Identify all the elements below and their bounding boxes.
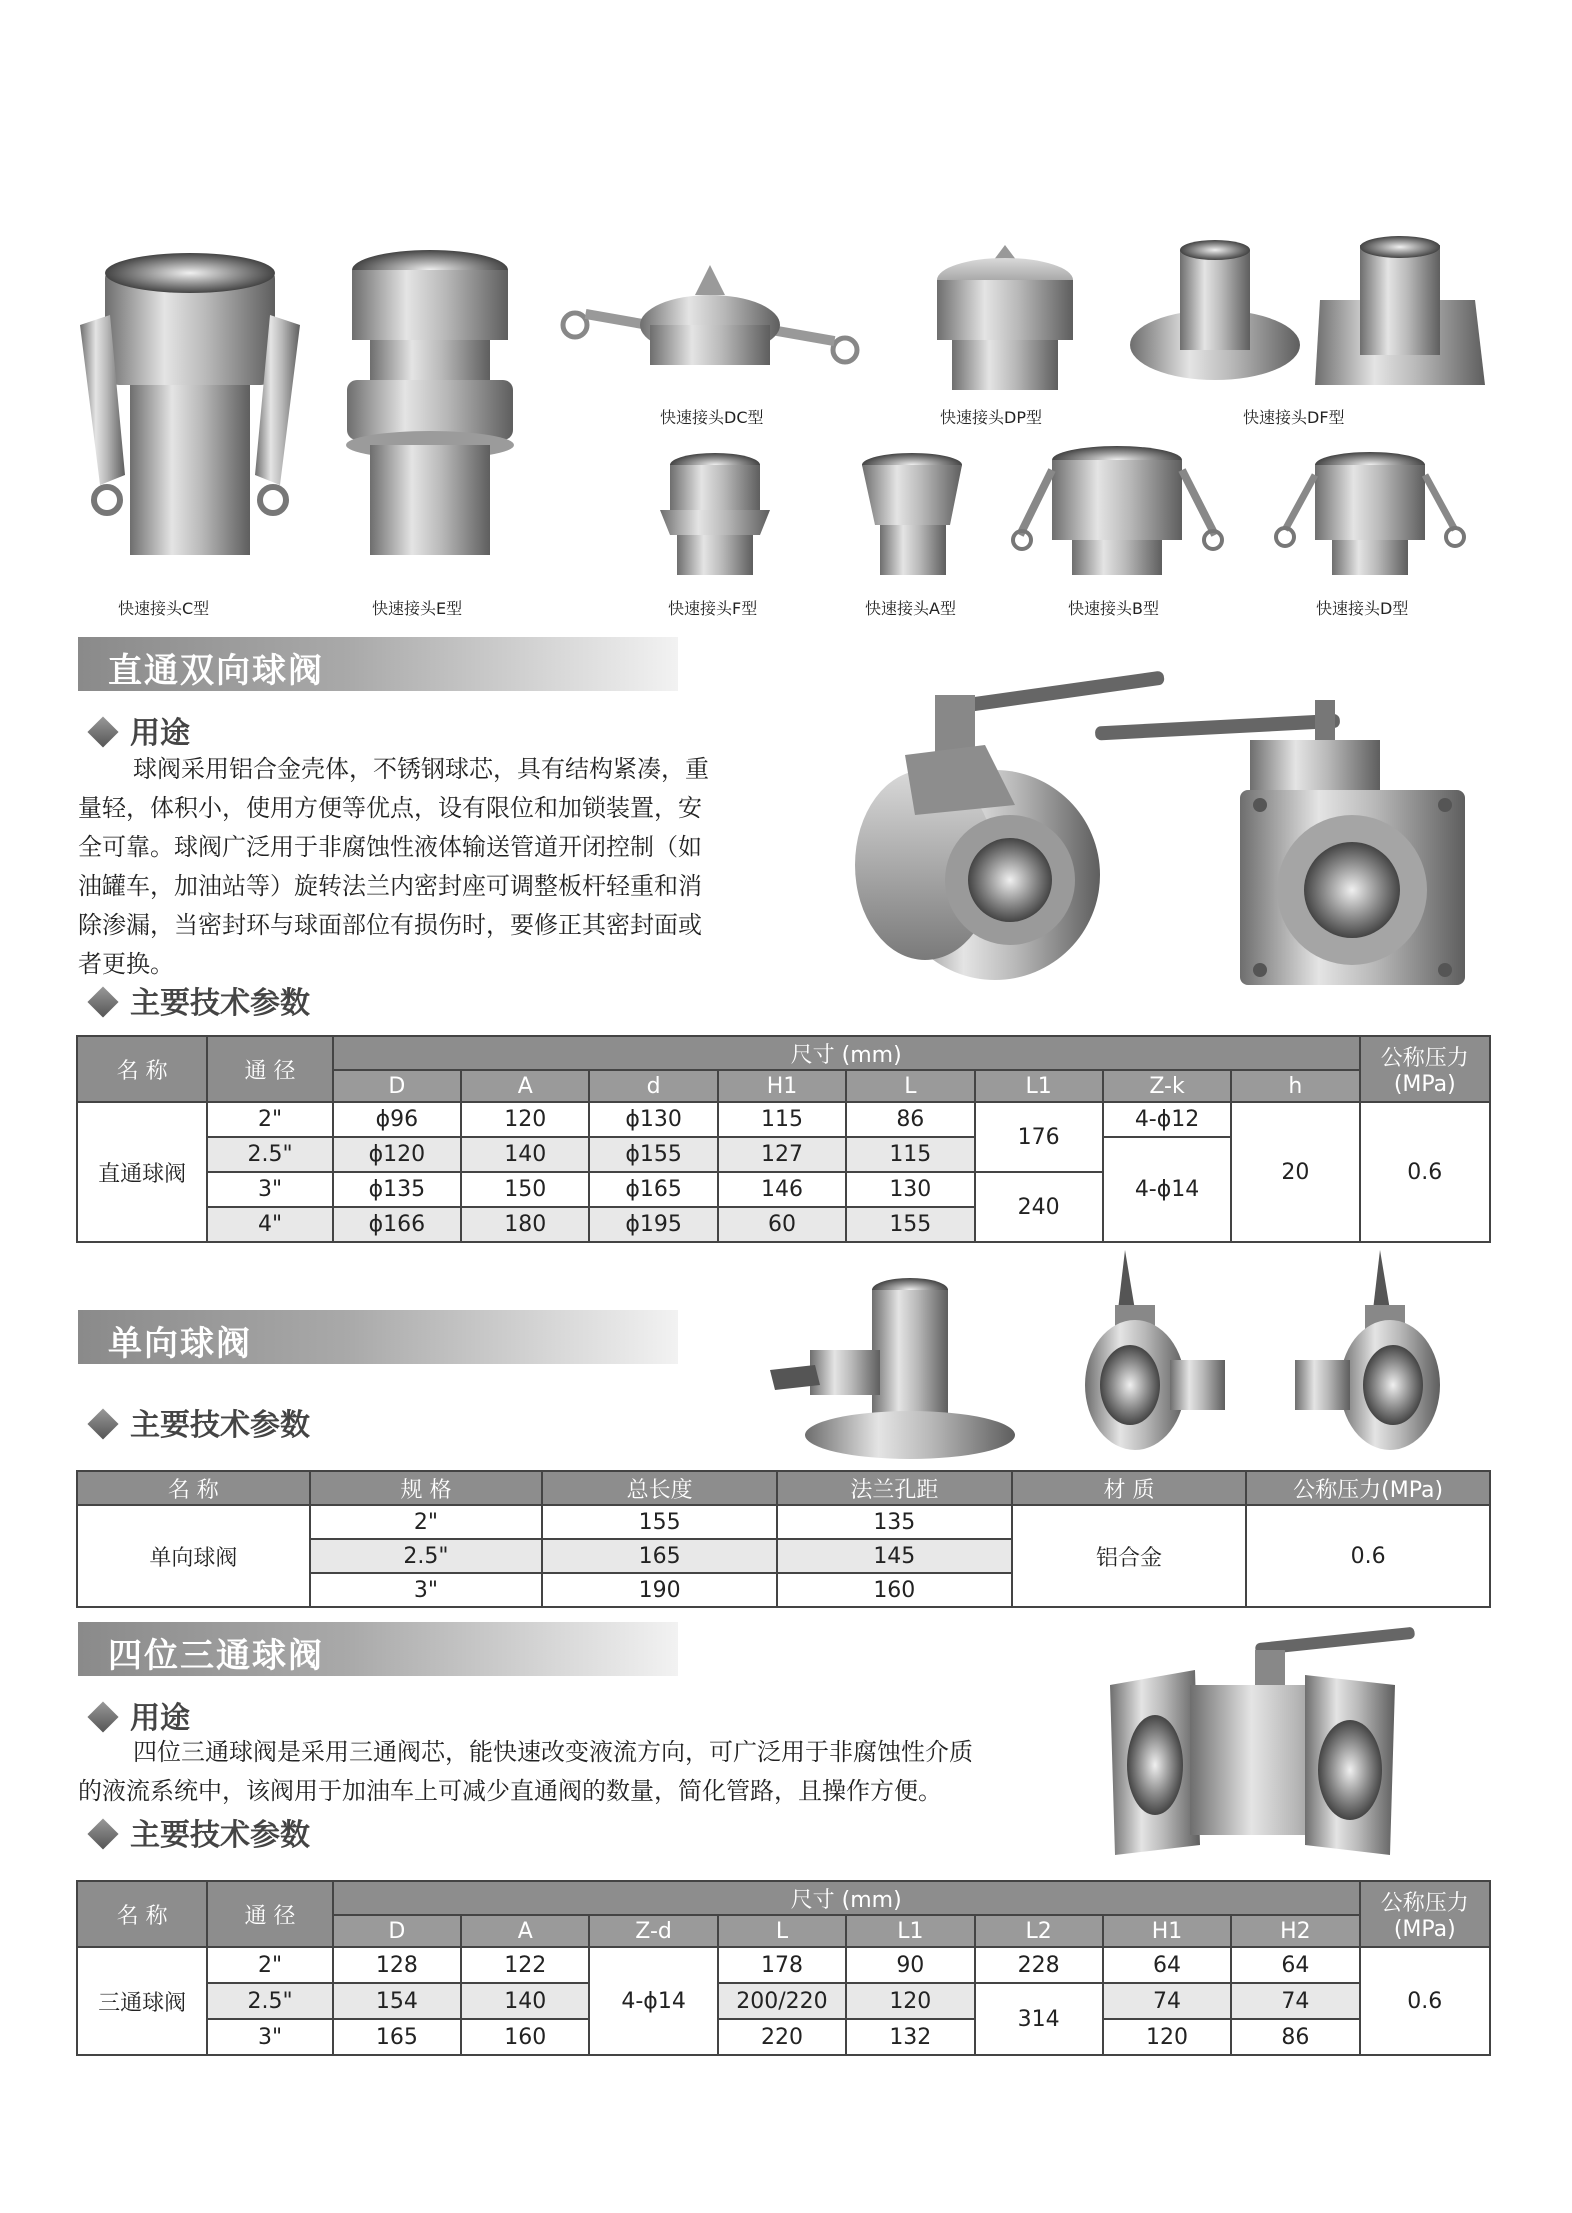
cell: 90 xyxy=(846,1947,974,1983)
cell: 2" xyxy=(207,1102,332,1137)
col-header-pressure: 公称压力 (MPa) xyxy=(1360,1881,1490,1947)
cell: 2" xyxy=(207,1947,332,1983)
cell: 200/220 xyxy=(718,1983,846,2019)
diamond-icon xyxy=(87,986,118,1017)
col-header-pitch: 法兰孔距 xyxy=(777,1471,1012,1505)
cell: 190 xyxy=(542,1573,777,1607)
cell: ϕ195 xyxy=(589,1207,717,1242)
cell: ϕ135 xyxy=(333,1172,461,1207)
cell: ϕ166 xyxy=(333,1207,461,1242)
cell: 155 xyxy=(846,1207,974,1242)
cell: 2.5" xyxy=(207,1983,332,2019)
cell: 3" xyxy=(310,1573,543,1607)
cell: 2.5" xyxy=(207,1137,332,1172)
cell: 146 xyxy=(718,1172,846,1207)
row-name: 直通球阀 xyxy=(77,1102,207,1242)
col-header-D: D xyxy=(333,1915,461,1947)
three-way-valve-spec-table xyxy=(76,1880,1491,2056)
cell: 0.6 xyxy=(1360,1102,1490,1242)
cell: 20 xyxy=(1231,1102,1359,1242)
table-row xyxy=(77,1102,1490,1137)
usage-heading: 用途 xyxy=(84,1693,190,1737)
col-header-L1: L1 xyxy=(846,1915,974,1947)
coupler-dc-caption: 快速接头DC型 xyxy=(660,408,764,427)
params-heading: 主要技术参数 xyxy=(84,1810,310,1854)
col-header-name: 名 称 xyxy=(77,1881,207,1947)
cell: 115 xyxy=(846,1137,974,1172)
col-header-H1: H1 xyxy=(1103,1915,1231,1947)
table-row xyxy=(77,1983,1490,2019)
one-way-valve-spec-table xyxy=(76,1470,1491,1608)
col-header-D: D xyxy=(333,1070,461,1102)
col-header-pressure: 公称压力 (MPa) xyxy=(1360,1036,1490,1102)
cell: ϕ120 xyxy=(333,1137,461,1172)
cell: 160 xyxy=(777,1573,1012,1607)
col-header-L2: L2 xyxy=(975,1915,1103,1947)
diamond-icon xyxy=(87,1818,118,1849)
col-header-A: A xyxy=(461,1915,589,1947)
cell: 122 xyxy=(461,1947,589,1983)
col-header-Zk: Z-k xyxy=(1103,1070,1231,1102)
col-header-A: A xyxy=(461,1070,589,1102)
straight-ball-valve-image-2 xyxy=(1090,700,1470,990)
col-header-L: L xyxy=(718,1915,846,1947)
col-header-material: 材 质 xyxy=(1012,1471,1247,1505)
params-heading: 主要技术参数 xyxy=(84,978,310,1022)
col-header-name: 名 称 xyxy=(77,1036,207,1102)
col-header-L1: L1 xyxy=(975,1070,1103,1102)
section-title: 直通双向球阀 xyxy=(108,651,324,691)
col-header-length: 总长度 xyxy=(542,1471,777,1505)
col-header-spec: 规 格 xyxy=(310,1471,543,1505)
coupler-a-image xyxy=(850,450,975,580)
cell: 176 xyxy=(975,1102,1103,1172)
col-header-size: 尺寸 (mm) xyxy=(333,1881,1360,1915)
cell: 145 xyxy=(777,1539,1012,1573)
col-header-d: d xyxy=(589,1070,717,1102)
col-header-L: L xyxy=(846,1070,974,1102)
cell: 74 xyxy=(1231,1983,1359,2019)
cell: 4-ϕ12 xyxy=(1103,1102,1231,1137)
col-header-pressure: 公称压力(MPa) xyxy=(1246,1471,1490,1505)
cell: 0.6 xyxy=(1246,1505,1490,1607)
coupler-d-image xyxy=(1270,445,1470,580)
cell: 铝合金 xyxy=(1012,1505,1247,1607)
col-header-dn: 通 径 xyxy=(207,1881,332,1947)
coupler-d-caption: 快速接头D型 xyxy=(1316,599,1409,618)
cell: ϕ155 xyxy=(589,1137,717,1172)
cell: 178 xyxy=(718,1947,846,1983)
row-name: 单向球阀 xyxy=(77,1505,310,1607)
usage-heading: 用途 xyxy=(84,708,190,752)
col-header-h: h xyxy=(1231,1070,1359,1102)
cell: 2" xyxy=(310,1505,543,1539)
cell: 2.5" xyxy=(310,1539,543,1573)
diamond-icon xyxy=(87,1701,118,1732)
cell: 86 xyxy=(846,1102,974,1137)
col-header-Zd: Z-d xyxy=(589,1915,717,1947)
cell: 64 xyxy=(1231,1947,1359,1983)
cell: 120 xyxy=(461,1102,589,1137)
col-header-H2: H2 xyxy=(1231,1915,1359,1947)
diamond-icon xyxy=(87,1408,118,1439)
coupler-c-caption: 快速接头C型 xyxy=(118,599,210,618)
cell: ϕ130 xyxy=(589,1102,717,1137)
col-header-dn: 通 径 xyxy=(207,1036,332,1102)
cell: 4" xyxy=(207,1207,332,1242)
coupler-df-image xyxy=(1120,235,1495,405)
col-header-name: 名 称 xyxy=(77,1471,310,1505)
diamond-icon xyxy=(87,716,118,747)
cell: 228 xyxy=(975,1947,1103,1983)
usage-paragraph: 球阀采用铝合金壳体，不锈钢球芯，具有结构紧凑，重 量轻，体积小，使用方便等优点，设有限位和加锁装置，安 全可靠。球阀广泛用于非腐蚀性液体输送管道开闭控制（如 油罐车，加油站等）旋转法兰内密封座可调整板杆轻重和消 除渗漏，当密封环与球面部位有损伤时，要修正其密封面或 者更换。 xyxy=(78,755,709,978)
cell: 150 xyxy=(461,1172,589,1207)
section-straight-ball-valve-banner xyxy=(78,637,678,691)
section-three-way-ball-valve-banner xyxy=(78,1622,678,1676)
coupler-b-image xyxy=(1010,440,1225,580)
coupler-e-caption: 快速接头E型 xyxy=(372,599,463,618)
cell: 220 xyxy=(718,2019,846,2055)
coupler-f-image xyxy=(655,450,775,580)
one-way-ball-valve-image-3 xyxy=(1285,1250,1445,1460)
cell: 127 xyxy=(718,1137,846,1172)
cell: 140 xyxy=(461,1137,589,1172)
cell: 120 xyxy=(1103,2019,1231,2055)
cell: 132 xyxy=(846,2019,974,2055)
cell: 86 xyxy=(1231,2019,1359,2055)
cell: 64 xyxy=(1103,1947,1231,1983)
col-header-size: 尺寸 (mm) xyxy=(333,1036,1360,1070)
usage-paragraph: 四位三通球阀是采用三通阀芯，能快速改变液流方向，可广泛用于非腐蚀性介质 的液流系统中，该阀用于加油车上可减少直通阀的数量，简化管路，且操作方便。 xyxy=(78,1738,973,1805)
col-header-H1: H1 xyxy=(718,1070,846,1102)
cell: 0.6 xyxy=(1360,1947,1490,2055)
section-title: 单向球阀 xyxy=(108,1324,252,1364)
three-way-ball-valve-image xyxy=(1105,1625,1415,1860)
cell: 60 xyxy=(718,1207,846,1242)
cell: ϕ165 xyxy=(589,1172,717,1207)
table-row xyxy=(77,1947,1490,1983)
cell: 4-ϕ14 xyxy=(1103,1137,1231,1242)
table-row xyxy=(77,1505,1490,1539)
cell: 165 xyxy=(542,1539,777,1573)
cell: 4-ϕ14 xyxy=(589,1947,717,2055)
one-way-ball-valve-image-1 xyxy=(770,1275,1020,1460)
coupler-b-caption: 快速接头B型 xyxy=(1068,599,1159,618)
cell: 154 xyxy=(333,1983,461,2019)
coupler-dp-image xyxy=(930,240,1080,400)
row-name: 三通球阀 xyxy=(77,1947,207,2055)
cell: 74 xyxy=(1103,1983,1231,2019)
coupler-a-caption: 快速接头A型 xyxy=(865,599,956,618)
coupler-dc-image xyxy=(555,255,865,395)
cell: 180 xyxy=(461,1207,589,1242)
coupler-c-image xyxy=(65,245,315,575)
cell: 160 xyxy=(461,2019,589,2055)
coupler-f-caption: 快速接头F型 xyxy=(668,599,758,618)
cell: 115 xyxy=(718,1102,846,1137)
cell: 3" xyxy=(207,1172,332,1207)
cell: 155 xyxy=(542,1505,777,1539)
cell: 130 xyxy=(846,1172,974,1207)
cell: 240 xyxy=(975,1172,1103,1242)
section-one-way-ball-valve-banner xyxy=(78,1310,678,1364)
cell: 128 xyxy=(333,1947,461,1983)
cell: 165 xyxy=(333,2019,461,2055)
params-heading: 主要技术参数 xyxy=(84,1400,310,1444)
cell: 3" xyxy=(207,2019,332,2055)
coupler-e-image xyxy=(335,245,525,575)
section-title: 四位三通球阀 xyxy=(108,1636,324,1676)
coupler-dp-caption: 快速接头DP型 xyxy=(940,408,1042,427)
straight-valve-spec-table xyxy=(76,1035,1491,1243)
cell: 120 xyxy=(846,1983,974,2019)
cell: 314 xyxy=(975,1983,1103,2055)
one-way-ball-valve-image-2 xyxy=(1080,1250,1230,1460)
cell: 135 xyxy=(777,1505,1012,1539)
cell: ϕ96 xyxy=(333,1102,461,1137)
coupler-df-caption: 快速接头DF型 xyxy=(1243,408,1345,427)
cell: 140 xyxy=(461,1983,589,2019)
table-row xyxy=(77,2019,1490,2055)
